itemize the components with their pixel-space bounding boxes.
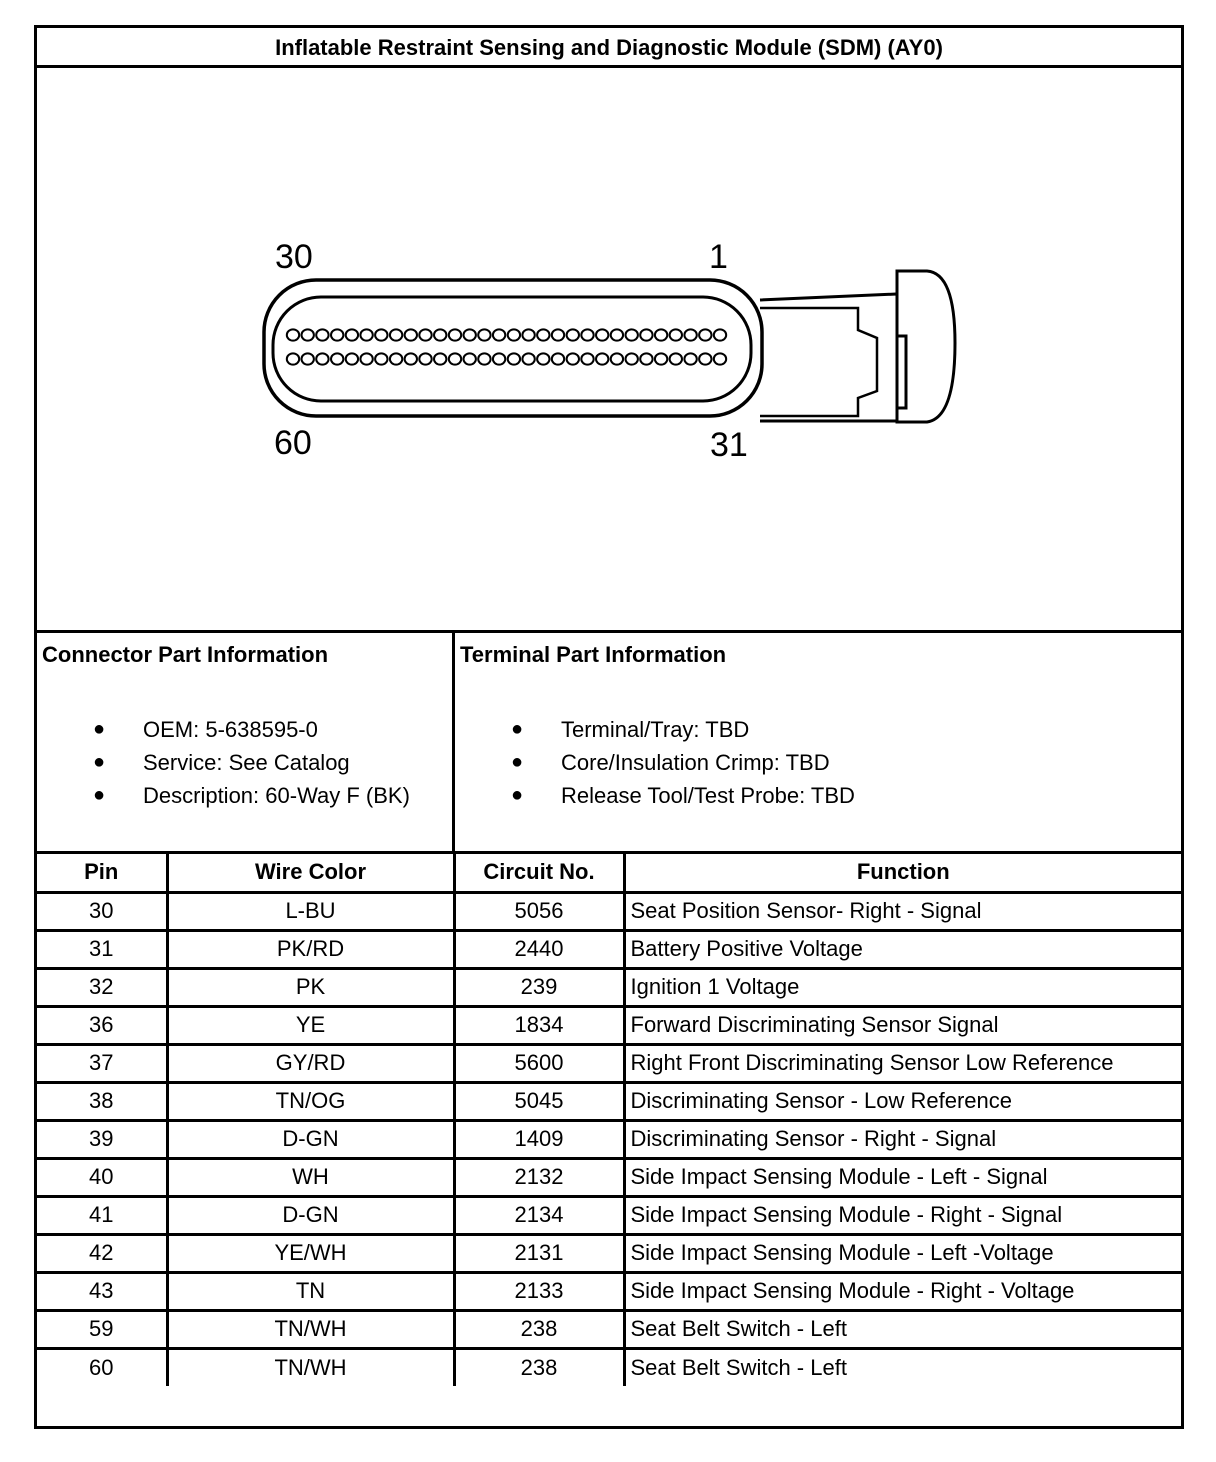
connector-housing-inner: [273, 297, 751, 401]
pin-hole: [537, 353, 549, 364]
pin-hole: [405, 329, 417, 340]
page-title: Inflatable Restraint Sensing and Diagnostic Module (SDM) (AY0): [37, 28, 1181, 68]
connector-sheet: [34, 25, 1184, 1429]
table-row: [37, 1044, 1181, 1082]
pin-hole: [493, 329, 505, 340]
pin-hole: [316, 353, 328, 364]
pin-hole: [581, 353, 593, 364]
pin-hole: [640, 353, 652, 364]
table-row: [37, 1006, 1181, 1044]
cell-circuit: 238: [454, 1348, 624, 1386]
connector-info-description: Description: 60-Way F (BK): [143, 783, 410, 808]
pin-hole: [714, 329, 726, 340]
pin-hole: [419, 329, 431, 340]
terminal-info-list: [455, 713, 1181, 812]
cell-wire-color: YE: [167, 1006, 454, 1044]
table-row: [37, 1310, 1181, 1348]
pin-hole: [449, 329, 461, 340]
cell-wire-color: PK: [167, 968, 454, 1006]
pin-hole: [699, 329, 711, 340]
pin-hole: [316, 329, 328, 340]
pin-hole: [508, 329, 520, 340]
pin-label-31: 31: [710, 426, 748, 464]
cell-function: Discriminating Sensor - Low Reference: [624, 1082, 1181, 1120]
pin-hole: [390, 329, 402, 340]
cell-circuit: 5056: [454, 892, 624, 930]
pin-hole: [655, 353, 667, 364]
pin-hole: [493, 353, 505, 364]
bullet-icon: ●: [511, 751, 524, 773]
connector-info-heading: Connector Part Information: [42, 642, 329, 667]
pin-hole: [331, 329, 343, 340]
cell-wire-color: D-GN: [167, 1120, 454, 1158]
cell-circuit: 2133: [454, 1272, 624, 1310]
pin-hole: [405, 353, 417, 364]
bullet-icon: ●: [93, 751, 106, 773]
list-item: [37, 746, 452, 779]
cell-pin: 31: [37, 930, 167, 968]
bullet-icon: ●: [93, 718, 106, 740]
terminal-info-heading: Terminal Part Information: [460, 642, 727, 667]
cell-circuit: 2134: [454, 1196, 624, 1234]
pin-hole: [567, 353, 579, 364]
pin-hole: [596, 329, 608, 340]
pin-hole: [464, 329, 476, 340]
pin-holes: [287, 329, 726, 364]
cell-pin: 30: [37, 892, 167, 930]
pin-hole: [449, 353, 461, 364]
cell-pin: 41: [37, 1196, 167, 1234]
terminal-info-crimp: Core/Insulation Crimp: TBD: [561, 750, 830, 775]
cell-wire-color: L-BU: [167, 892, 454, 930]
bullet-icon: ●: [93, 784, 106, 806]
cell-function: Side Impact Sensing Module - Right - Voltage: [624, 1272, 1181, 1310]
pin-hole: [302, 329, 314, 340]
header-pin: Pin: [37, 854, 167, 892]
pin-hole: [581, 329, 593, 340]
cell-circuit: 1834: [454, 1006, 624, 1044]
cell-circuit: 2131: [454, 1234, 624, 1272]
cell-pin: 39: [37, 1120, 167, 1158]
pin-hole: [419, 353, 431, 364]
pin-hole: [434, 329, 446, 340]
pin-hole: [684, 353, 696, 364]
cell-function: Right Front Discriminating Sensor Low Reference: [624, 1044, 1181, 1082]
header-wire-color: Wire Color: [167, 854, 454, 892]
terminal-info-tray: Terminal/Tray: TBD: [561, 717, 750, 742]
connector-diagram: [37, 68, 1181, 633]
pin-hole: [375, 353, 387, 364]
connector-housing-outer: [264, 280, 762, 416]
pin-label-60: 60: [274, 424, 312, 462]
pin-hole: [611, 329, 623, 340]
pin-hole: [611, 353, 623, 364]
pin-hole: [670, 329, 682, 340]
cell-pin: 37: [37, 1044, 167, 1082]
cell-function: Forward Discriminating Sensor Signal: [624, 1006, 1181, 1044]
cell-wire-color: WH: [167, 1158, 454, 1196]
cell-function: Side Impact Sensing Module - Left - Signal: [624, 1158, 1181, 1196]
cell-wire-color: PK/RD: [167, 930, 454, 968]
cell-wire-color: TN/WH: [167, 1348, 454, 1386]
cell-function: Battery Positive Voltage: [624, 930, 1181, 968]
pin-hole: [684, 329, 696, 340]
pin-hole: [640, 329, 652, 340]
header-circuit-no: Circuit No.: [454, 854, 624, 892]
pin-hole: [478, 329, 490, 340]
cell-circuit: 2132: [454, 1158, 624, 1196]
cell-pin: 43: [37, 1272, 167, 1310]
cell-pin: 38: [37, 1082, 167, 1120]
pin-hole: [302, 353, 314, 364]
cell-function: Discriminating Sensor - Right - Signal: [624, 1120, 1181, 1158]
pin-hole: [360, 353, 372, 364]
pin-hole: [699, 353, 711, 364]
table-row: [37, 1196, 1181, 1234]
terminal-part-info: [455, 633, 1181, 854]
cell-pin: 59: [37, 1310, 167, 1348]
cell-pin: 36: [37, 1006, 167, 1044]
pin-hole: [434, 353, 446, 364]
table-row: [37, 1348, 1181, 1386]
pin-hole: [522, 329, 534, 340]
table-row: [37, 1234, 1181, 1272]
connector-info-service: Service: See Catalog: [143, 750, 350, 775]
cell-circuit: 1409: [454, 1120, 624, 1158]
connector-info-list: [37, 713, 452, 812]
pin-hole: [508, 353, 520, 364]
table-row: [37, 1120, 1181, 1158]
list-item: [455, 713, 1181, 746]
cell-wire-color: TN/OG: [167, 1082, 454, 1120]
pin-hole: [670, 353, 682, 364]
cell-wire-color: GY/RD: [167, 1044, 454, 1082]
connector-latch: [760, 294, 906, 421]
table-row: [37, 968, 1181, 1006]
pin-label-30: 30: [275, 238, 313, 276]
cell-function: Seat Belt Switch - Left: [624, 1348, 1181, 1386]
table-row: [37, 1158, 1181, 1196]
connector-info-oem: OEM: 5-638595-0: [143, 717, 318, 742]
cell-pin: 40: [37, 1158, 167, 1196]
cell-wire-color: TN: [167, 1272, 454, 1310]
pin-hole: [287, 353, 299, 364]
pin-hole: [552, 353, 564, 364]
connector-latch-inner: [760, 308, 877, 416]
pin-hole: [478, 353, 490, 364]
pin-hole: [522, 353, 534, 364]
cell-circuit: 238: [454, 1310, 624, 1348]
pinout-table: [37, 854, 1181, 1386]
cell-circuit: 239: [454, 968, 624, 1006]
table-row: [37, 930, 1181, 968]
list-item: [455, 746, 1181, 779]
cell-pin: 32: [37, 968, 167, 1006]
cell-function: Seat Position Sensor- Right - Signal: [624, 892, 1181, 930]
pin-hole: [331, 353, 343, 364]
pin-hole: [390, 353, 402, 364]
cell-pin: 42: [37, 1234, 167, 1272]
connector-part-info: [37, 633, 455, 854]
table-row: [37, 892, 1181, 930]
pin-hole: [360, 329, 372, 340]
pin-hole: [596, 353, 608, 364]
cell-circuit: 5600: [454, 1044, 624, 1082]
pin-hole: [552, 329, 564, 340]
terminal-info-tool: Release Tool/Test Probe: TBD: [561, 783, 855, 808]
pin-hole: [626, 353, 638, 364]
pin-hole: [537, 329, 549, 340]
list-item: [37, 779, 452, 812]
cell-circuit: 5045: [454, 1082, 624, 1120]
bullet-icon: ●: [511, 718, 524, 740]
table-row: [37, 1272, 1181, 1310]
table-row: [37, 1082, 1181, 1120]
cell-wire-color: YE/WH: [167, 1234, 454, 1272]
pin-hole: [346, 353, 358, 364]
cell-pin: 60: [37, 1348, 167, 1386]
cell-function: Ignition 1 Voltage: [624, 968, 1181, 1006]
pin-hole: [626, 329, 638, 340]
pin-hole: [287, 329, 299, 340]
pin-hole: [346, 329, 358, 340]
pin-label-1: 1: [709, 238, 728, 276]
pin-hole: [567, 329, 579, 340]
bullet-icon: ●: [511, 784, 524, 806]
cell-wire-color: D-GN: [167, 1196, 454, 1234]
cell-function: Seat Belt Switch - Left: [624, 1310, 1181, 1348]
pin-hole: [655, 329, 667, 340]
pin-hole: [464, 353, 476, 364]
cell-function: Side Impact Sensing Module - Right - Signal: [624, 1196, 1181, 1234]
header-function: Function: [624, 854, 1181, 892]
cell-circuit: 2440: [454, 930, 624, 968]
list-item: [37, 713, 452, 746]
connector-drawing: [37, 68, 1181, 633]
list-item: [455, 779, 1181, 812]
table-header-row: [37, 854, 1181, 892]
pin-hole: [375, 329, 387, 340]
cell-function: Side Impact Sensing Module - Left -Voltage: [624, 1234, 1181, 1272]
pin-hole: [714, 353, 726, 364]
cell-wire-color: TN/WH: [167, 1310, 454, 1348]
